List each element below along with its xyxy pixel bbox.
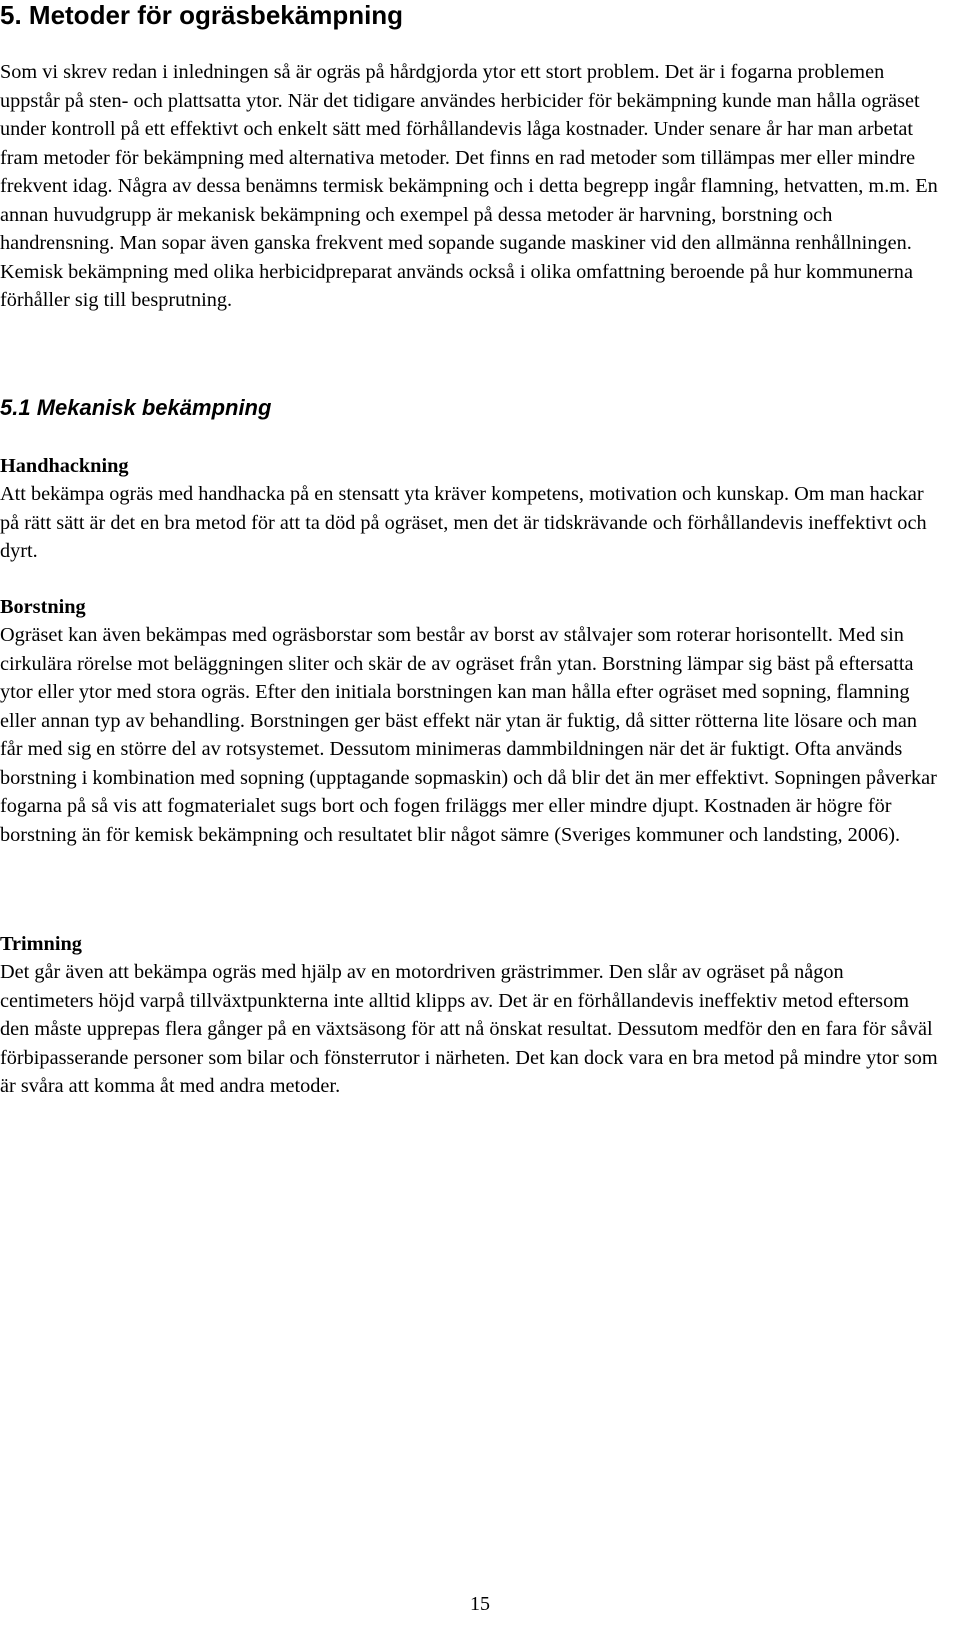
intro-paragraph: Som vi skrev redan i inledningen så är ogräs på hårdgjorda ytor ett stort problem. Det är i fogarna problemen uppstår på sten- och plattsatta ytor. När det tidigare användes herbicider för bekämpning kunde man hålla ogräset under kontroll på ett effektivt och enkelt sätt med förhållandevis låga kostnader. Under senare år har man arbetat fram metoder för bekämpning med alternativa metoder. Det finns en rad metoder som tillämpas mer eller mindre frekvent idag. Några av dessa benämns termisk bekämpning och i detta begrepp ingår flamning, hetvatten, m.m. En annan huvudgrupp är mekanisk bekämpning och exempel på dessa metoder är harvning, borstning och handrensning. Man sopar även ganska frekvent med sopande sugande maskiner vid den allmänna renhållningen. Kemisk bekämpning med olika herbicidpreparat används också i olika omfattning beroende på hur kommunerna förhåller sig till besprutning.	[0, 61, 938, 311]
paragraph-trimning: Det går även att bekämpa ogräs med hjälp av en motordriven grästrimmer. Den slår av ogräset på någon centimeters höjd varpå tillväxtpunkterna inte alltid klipps av. Det är en förhållandevis ineffektiv metod eftersom den måste upprepas flera gånger på en växtsäsong för att nå önskat resultat. Dessutom medför den en fara för såväl förbipasserande personer som bilar och fönsterrutor i närheten. Det kan dock vara en bra metod på mindre ytor som är svåra att komma åt med andra metoder.	[0, 961, 938, 1097]
paragraph-borstning: Ogräset kan även bekämpas med ogräsborstar som består av borst av stålvajer som roterar horisontellt. Med sin cirkulära rörelse mot beläggningen sliter och skär de av ogräset från ytan. Borstning lämpar sig bäst på eftersatta ytor eller ytor med stora ogräs. Efter den initiala borstningen kan man hålla efter ogräset med sopning, flamning eller annan typ av behandling. Borstningen ger bäst effekt när ytan är fuktig, då sitter rötterna lite lösare och man får med sig en större del av rotsystemet. Dessutom minimeras dammbildningen när det är fuktigt. Ofta används borstning i kombination med sopning (upptagande sopmaskin) och då blir det än mer effektivt. Sopningen påverkar fogarna på så vis att fogmaterialet sugs bort och fogen friläggs mer eller mindre djupt. Kostnaden är högre för borstning än för kemisk bekämpning och resultatet blir något sämre (Sveriges kommuner och landsting, 2006).	[0, 624, 937, 846]
chapter-heading: 5. Metoder för ogräsbekämpning	[0, 0, 404, 30]
subsection-title-handhackning: Handhackning	[0, 455, 129, 477]
subsection-title-borstning: Borstning	[0, 596, 86, 618]
section-heading: 5.1 Mekanisk bekämpning	[0, 395, 272, 420]
subsection-title-trimning: Trimning	[0, 933, 82, 955]
page-number: 15	[470, 1593, 490, 1615]
paragraph-handhackning: Att bekämpa ogräs med handhacka på en stensatt yta kräver kompetens, motivation och kunskap. Om man hackar på rätt sätt är det en bra metod för att ta död på ogräset, men det är tidskrävande och förhållandevis ineffektivt och dyrt.	[0, 483, 927, 562]
